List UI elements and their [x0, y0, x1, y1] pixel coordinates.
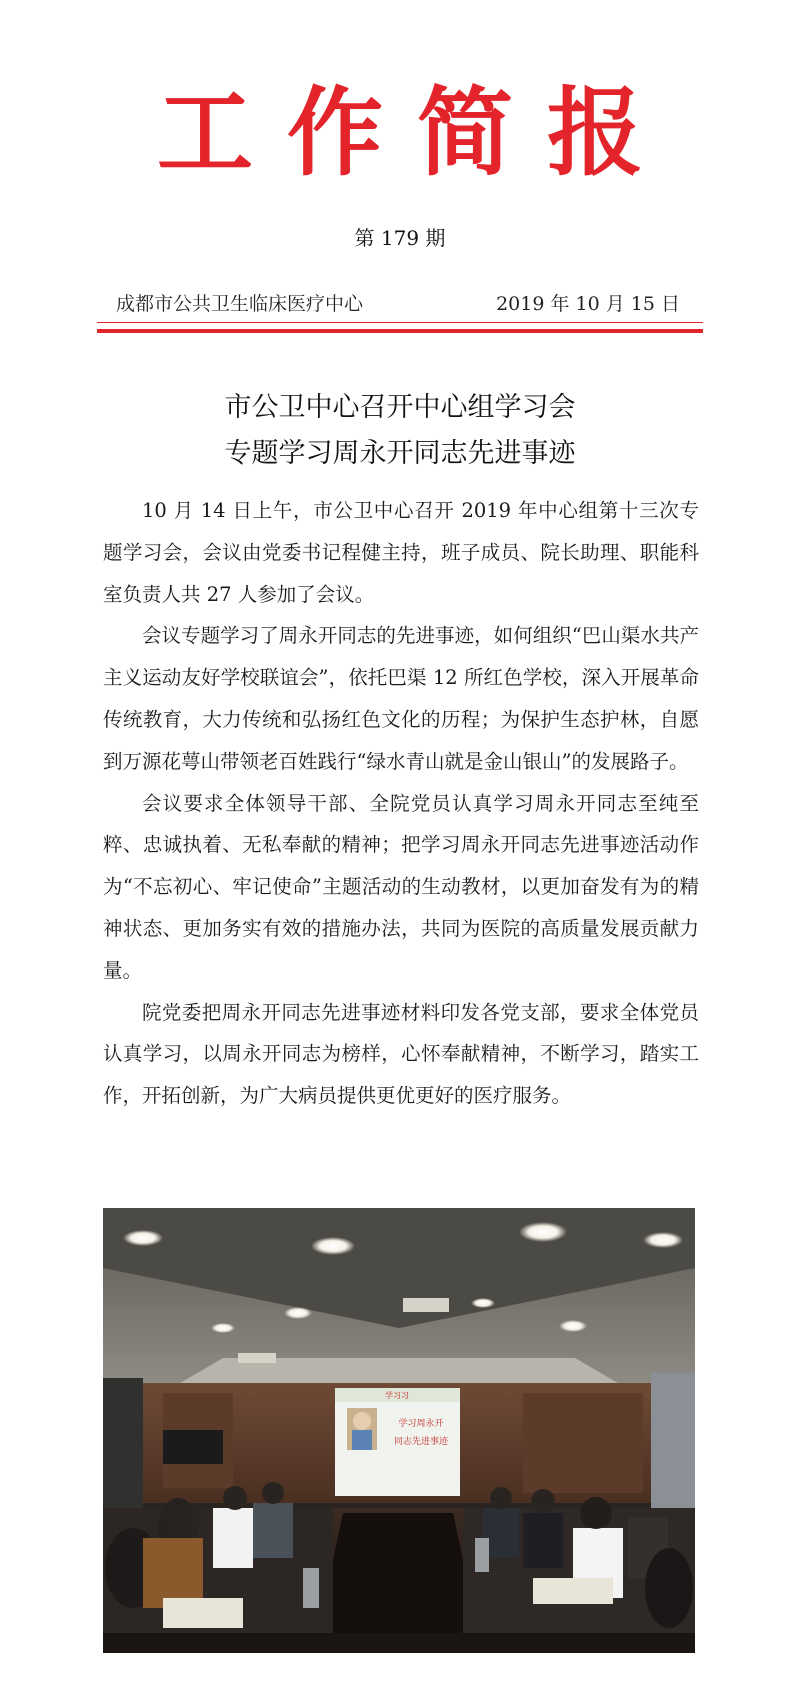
slide-text-line1: 学习周永开	[398, 1419, 444, 1429]
header-rule-thick	[97, 329, 703, 333]
article-paragraph: 会议要求全体领导干部、全院党员认真学习周永开同志至纯至粹、忠诚执着、无私奉献的精神；把学习周永开同志先进事迹活动作为“不忘初心、牢记使命”主题活动的生动教材，以更加奋发有为的精神状态、更加务实有效的措施办法，共同为医院的高质量发展贡献力量。	[103, 791, 699, 982]
masthead-title: 工作简报	[157, 76, 677, 189]
slide-header: 学习习	[385, 1391, 409, 1400]
slide-text-line2: 同志先进事迹	[393, 1437, 449, 1447]
organization-name: 成都市公共卫生临床医疗中心	[116, 293, 364, 315]
meeting-room-image	[103, 1208, 695, 1653]
article-paragraph: 会议专题学习了周永开同志的先进事迹，如何组织“巴山渠水共产主义运动友好学校联谊会”，依托巴渠 12 所红色学校，深入开展革命传统教育，大力传统和弘扬红色文化的历程；为保护生态护林，自愿到万源花萼山带领老百姓践行“绿水青山就是金山银山”的发展路子。	[103, 624, 699, 773]
issue-number: 第 179 期	[354, 226, 446, 250]
article-paragraph: 院党委把周永开同志先进事迹材料印发各党支部，要求全体党员认真学习，以周永开同志为榜样，心怀奉献精神，不断学习，踏实工作，开拓创新，为广大病员提供更优更好的医疗服务。	[103, 1000, 699, 1108]
article-paragraph: 10 月 14 日上午，市公卫中心召开 2019 年中心组第十三次专题学习会，会议由党委书记程健主持，班子成员、院长助理、职能科室负责人共 27 人参加了会议。	[103, 499, 699, 606]
issue-date: 2019 年 10 月 15 日	[496, 293, 680, 315]
meeting-photo	[103, 1208, 695, 1653]
header-rule-thin	[97, 322, 703, 323]
article-title-line1: 市公卫中心召开中心组学习会	[224, 392, 576, 423]
article-title-line2: 专题学习周永开同志先进事迹	[224, 438, 576, 469]
article-body	[103, 490, 699, 1117]
